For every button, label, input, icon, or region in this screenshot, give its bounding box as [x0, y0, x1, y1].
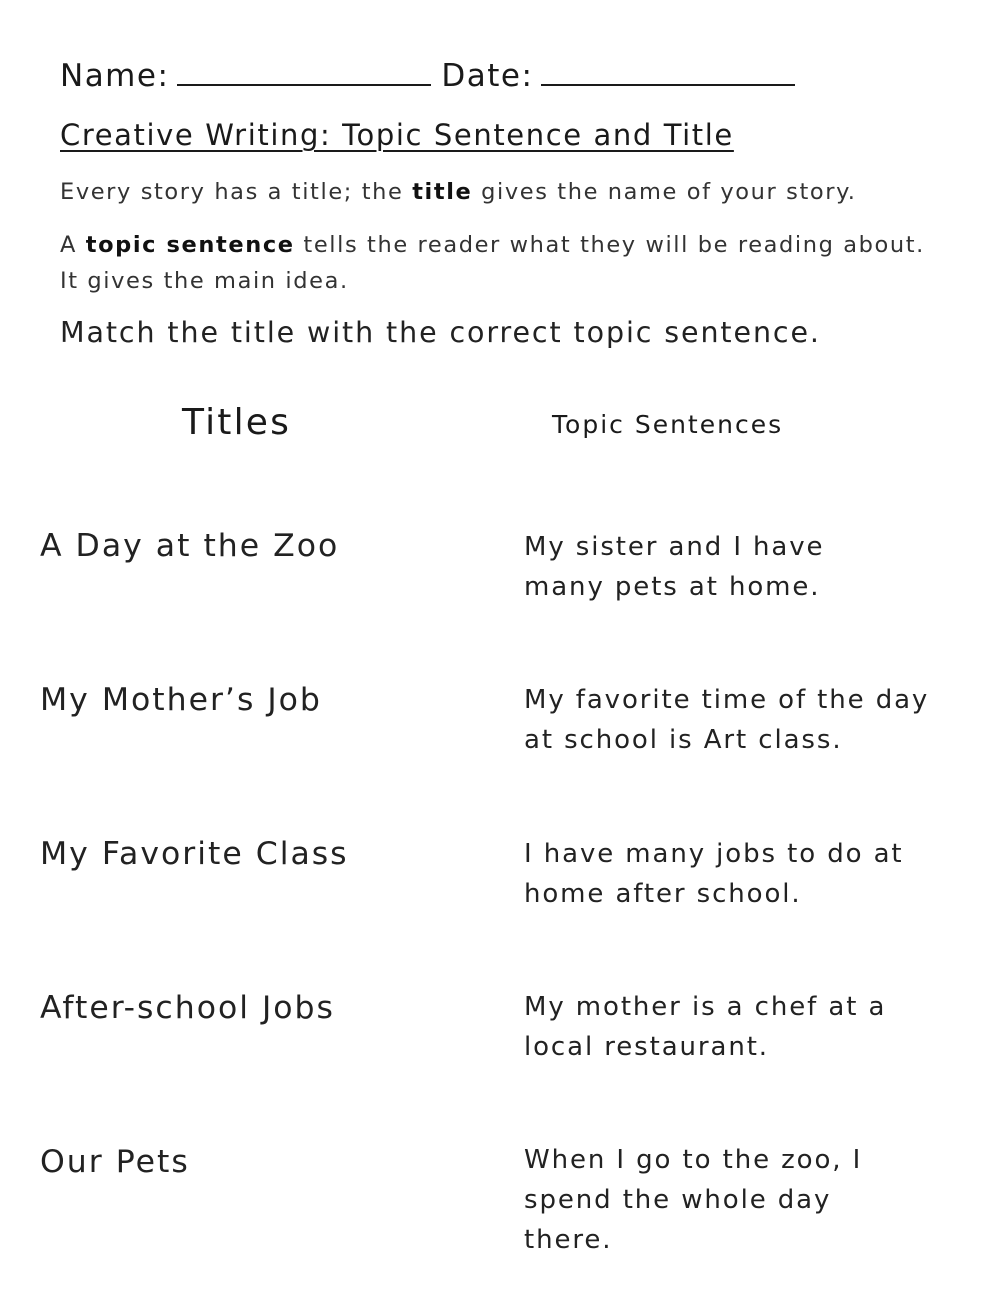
date-blank-field[interactable] — [541, 58, 795, 86]
topic-sentence-term: topic sentence — [85, 232, 295, 258]
worksheet-title: Creative Writing: Topic Sentence and Title — [60, 118, 734, 152]
title-definition-pre: Every story has a title; the — [60, 179, 413, 205]
title-item[interactable]: A Day at the Zoo — [40, 528, 340, 564]
instruction: Match the title with the correct topic sentence. — [60, 316, 821, 349]
title-item[interactable]: Our Pets — [40, 1144, 190, 1180]
topic-definition-pre: A — [60, 232, 86, 258]
name-date-line — [60, 58, 795, 94]
name-blank-field[interactable] — [177, 58, 431, 86]
name-label: Name: — [60, 58, 170, 94]
topic-sentences-heading: Topic Sentences — [552, 410, 784, 439]
title-item[interactable]: After-school Jobs — [40, 990, 335, 1026]
title-term: title — [412, 179, 473, 205]
title-item[interactable]: My Mother’s Job — [40, 682, 322, 718]
topic-sentence-definition — [60, 227, 940, 299]
title-item[interactable]: My Favorite Class — [40, 836, 349, 872]
date-label: Date: — [441, 58, 534, 94]
titles-heading: Titles — [182, 402, 292, 443]
title-definition — [60, 174, 940, 210]
topic-sentence-item[interactable]: I have many jobs to do at home after school. — [524, 839, 904, 909]
topic-sentence-item[interactable]: My mother is a chef at a local restaurant. — [524, 992, 887, 1062]
topic-sentence-item[interactable]: My favorite time of the day at school is Art class. — [524, 685, 930, 755]
title-definition-post: gives the name of your story. — [472, 179, 857, 205]
topic-definition-post: tells the reader what they will be reading about. It gives the main idea. — [60, 232, 925, 294]
topic-sentence-item[interactable]: My sister and I have many pets at home. — [524, 532, 825, 602]
topic-sentence-item[interactable]: When I go to the zoo, I spend the whole day there. — [524, 1145, 863, 1255]
